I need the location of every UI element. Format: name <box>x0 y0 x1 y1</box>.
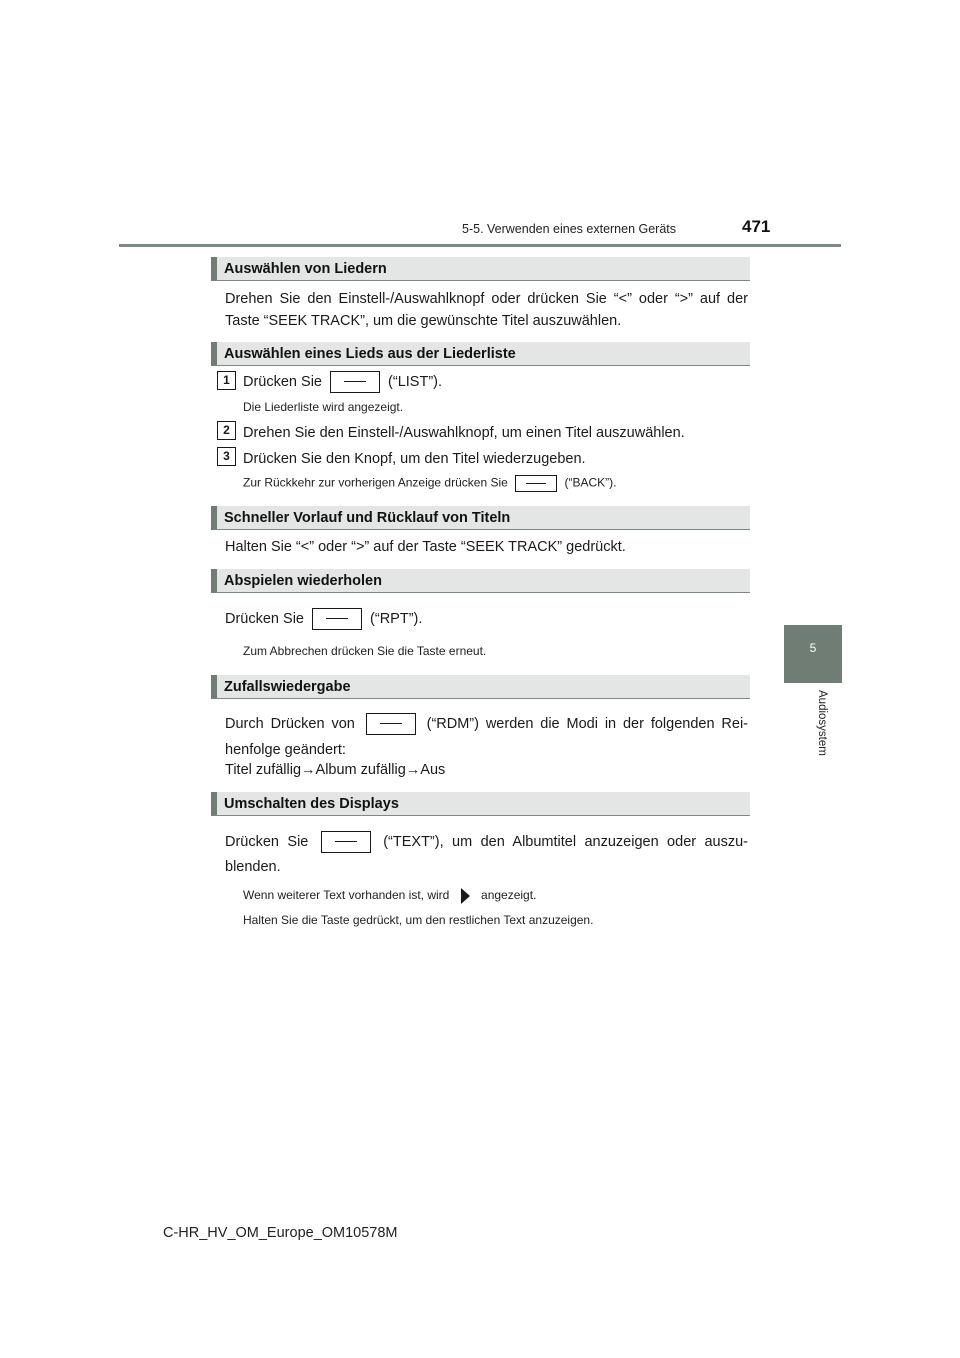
heading-select-songs: Auswählen von Liedern <box>211 257 750 281</box>
chapter-label: Audiosystem <box>816 690 828 756</box>
s1-line-1: Drehen Sie den Einstell-/Auswahlknopf oder drücken Sie “<” oder “>” auf der <box>225 291 748 307</box>
list-button-icon <box>330 371 380 393</box>
step-1-note: Die Liederliste wird angezeigt. <box>243 400 404 414</box>
chapter-number: 5 <box>809 641 817 655</box>
back-button-icon <box>515 475 557 492</box>
chapter-tab <box>784 625 842 683</box>
step-1-pre: Drücken Sie <box>243 374 322 390</box>
s5-line-2: henfolge geändert: <box>225 742 346 758</box>
s6-note-1-pre: Wenn weiterer Text vorhanden ist, wird <box>243 888 450 903</box>
step-3-text: Drücken Sie den Knopf, um den Titel wiederzugeben. <box>243 451 586 467</box>
footer-doc-id: C-HR_HV_OM_Europe_OM10578M <box>163 1225 398 1241</box>
heading-switch-display: Umschalten des Displays <box>211 792 750 816</box>
step-3-note <box>243 475 616 492</box>
s6-note-1 <box>243 888 536 904</box>
header-rule <box>119 244 841 247</box>
heading-shuffle: Zufallswiedergabe <box>211 675 750 699</box>
heading-fast-forward: Schneller Vorlauf und Rücklauf von Titeln <box>211 506 750 530</box>
s6-note-2: Halten Sie die Taste gedrückt, um den restlichen Text anzuzeigen. <box>243 913 594 927</box>
text-button-icon <box>321 831 371 853</box>
s5-pre: Durch Drücken von <box>225 716 355 732</box>
step-1-text <box>243 371 766 393</box>
more-text-arrow-icon <box>461 888 470 904</box>
rpt-button-icon <box>312 608 362 630</box>
s3-text: Halten Sie “<” oder “>” auf der Taste “SEEK TRACK” gedrückt. <box>225 539 626 555</box>
step-3-note-pre: Zur Rückkehr zur vorherigen Anzeige drücken Sie <box>243 475 508 490</box>
rdm-button-icon <box>366 713 416 735</box>
s5-post: (“RDM”) werden die Modi in der folgenden Rei- <box>426 716 749 732</box>
s4-post: (“RPT”). <box>370 611 423 627</box>
s6-post: (“TEXT”), um den Albumtitel anzuzeigen oder auszu- <box>383 834 749 850</box>
heading-repeat: Abspielen wiederholen <box>211 569 750 593</box>
step-number-2: 2 <box>217 421 236 440</box>
s6-line-2: blenden. <box>225 859 281 875</box>
s1-line-2: Taste “SEEK TRACK”, um die gewünschte Titel auszuwählen. <box>225 313 622 329</box>
s6-line-1 <box>225 831 748 853</box>
s6-pre: Drücken Sie <box>225 834 309 850</box>
s4-note: Zum Abbrechen drücken Sie die Taste erneut. <box>243 644 487 658</box>
s5-line-1 <box>225 713 748 735</box>
s6-note-1-post: angezeigt. <box>481 888 537 903</box>
step-1-post: (“LIST”). <box>388 374 443 390</box>
step-number-1: 1 <box>217 371 236 390</box>
step-3-note-post: (“BACK”). <box>564 475 617 490</box>
s4-pre: Drücken Sie <box>225 611 304 627</box>
running-header-section: 5-5. Verwenden eines externen Geräts <box>462 222 677 236</box>
s4-text <box>225 608 748 630</box>
page-number: 471 <box>742 217 771 236</box>
step-2-text: Drehen Sie den Einstell-/Auswahlknopf, um einen Titel auszuwählen. <box>243 425 685 441</box>
s5-line-3: Titel zufällig→Album zufällig→Aus <box>225 762 446 778</box>
step-number-3: 3 <box>217 447 236 466</box>
heading-select-from-list: Auswählen eines Lieds aus der Liederliste <box>211 342 750 366</box>
